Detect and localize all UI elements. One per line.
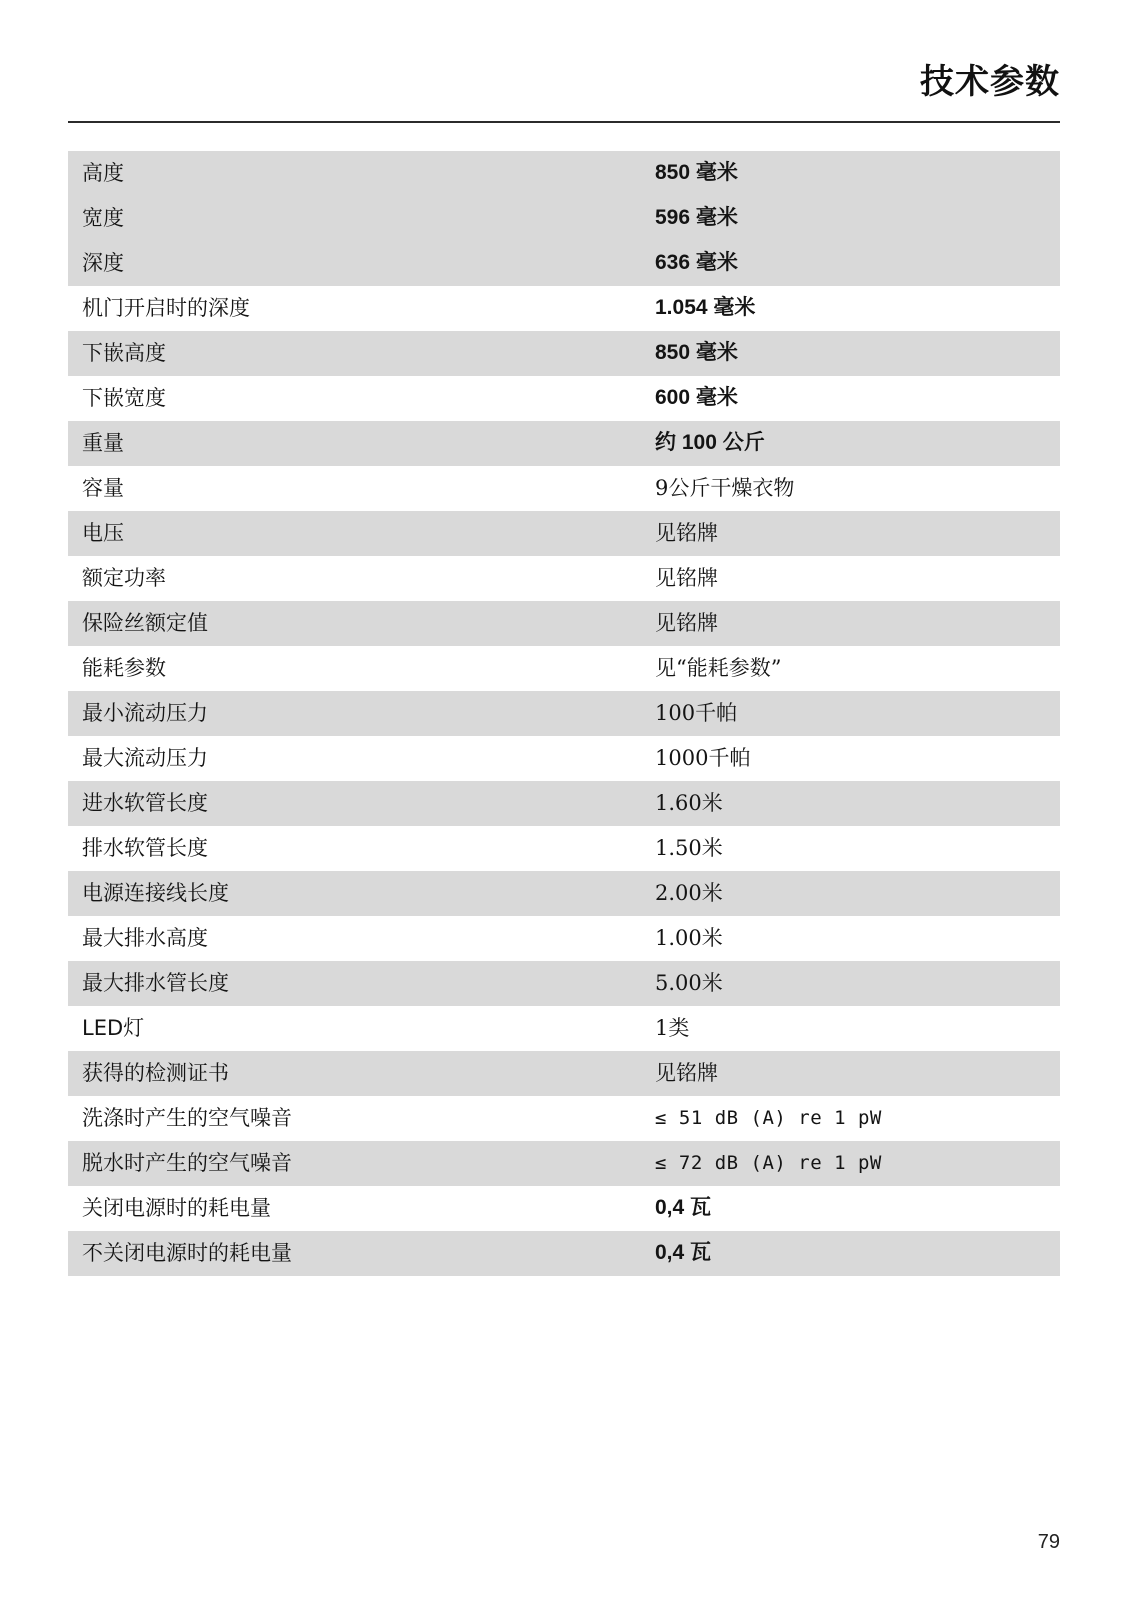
spec-label: 电压 bbox=[68, 511, 641, 556]
spec-value: 1000千帕 bbox=[641, 736, 1060, 781]
table-row bbox=[68, 601, 1060, 646]
table-row bbox=[68, 376, 1060, 421]
spec-value: 600 毫米 bbox=[641, 376, 1060, 421]
spec-label: 机门开启时的深度 bbox=[68, 286, 641, 331]
page-header bbox=[68, 0, 1060, 103]
table-row bbox=[68, 556, 1060, 601]
table-row bbox=[68, 781, 1060, 826]
spec-label: 关闭电源时的耗电量 bbox=[68, 1186, 641, 1231]
spec-label: 最小流动压力 bbox=[68, 691, 641, 736]
spec-label: 下嵌宽度 bbox=[68, 376, 641, 421]
spec-value: 1.054 毫米 bbox=[641, 286, 1060, 331]
spec-value: 636 毫米 bbox=[641, 241, 1060, 286]
table-row bbox=[68, 1006, 1060, 1051]
spec-value: 850 毫米 bbox=[641, 331, 1060, 376]
spec-value: 0,4 瓦 bbox=[641, 1231, 1060, 1276]
spec-label: 进水软管长度 bbox=[68, 781, 641, 826]
table-row bbox=[68, 421, 1060, 466]
page-number: 79 bbox=[1037, 1531, 1060, 1553]
spec-label: 排水软管长度 bbox=[68, 826, 641, 871]
spec-label: 额定功率 bbox=[68, 556, 641, 601]
header-divider bbox=[68, 121, 1060, 123]
spec-value: 见铭牌 bbox=[641, 601, 1060, 646]
table-row bbox=[68, 961, 1060, 1006]
spec-label: 脱水时产生的空气噪音 bbox=[68, 1141, 641, 1186]
spec-label: 下嵌高度 bbox=[68, 331, 641, 376]
spec-value: 100千帕 bbox=[641, 691, 1060, 736]
table-row bbox=[68, 871, 1060, 916]
technical-specifications-table bbox=[68, 151, 1060, 1276]
spec-value: 9公斤干燥衣物 bbox=[641, 466, 1060, 511]
table-row bbox=[68, 916, 1060, 961]
table-row bbox=[68, 1096, 1060, 1141]
spec-label: 容量 bbox=[68, 466, 641, 511]
spec-value: 约 100 公斤 bbox=[641, 421, 1060, 466]
spec-value: ≤ 51 dB (A) re 1 pW bbox=[641, 1096, 1060, 1141]
spec-label: 电源连接线长度 bbox=[68, 871, 641, 916]
spec-value: 见铭牌 bbox=[641, 1051, 1060, 1096]
table-row bbox=[68, 691, 1060, 736]
table-row bbox=[68, 286, 1060, 331]
table-row bbox=[68, 511, 1060, 556]
spec-label: 最大排水管长度 bbox=[68, 961, 641, 1006]
spec-value: 见“能耗参数” bbox=[641, 646, 1060, 691]
table-row bbox=[68, 196, 1060, 241]
spec-value: 见铭牌 bbox=[641, 511, 1060, 556]
page-title: 技术参数 bbox=[920, 62, 1060, 102]
spec-label: 高度 bbox=[68, 151, 641, 196]
spec-value: 5.00米 bbox=[641, 961, 1060, 1006]
spec-value: ≤ 72 dB (A) re 1 pW bbox=[641, 1141, 1060, 1186]
spec-label: 宽度 bbox=[68, 196, 641, 241]
table-row bbox=[68, 646, 1060, 691]
spec-label: 能耗参数 bbox=[68, 646, 641, 691]
table-row bbox=[68, 331, 1060, 376]
spec-value: 850 毫米 bbox=[641, 151, 1060, 196]
spec-label: 重量 bbox=[68, 421, 641, 466]
spec-label: LED灯 bbox=[68, 1006, 641, 1051]
table-row bbox=[68, 1051, 1060, 1096]
spec-value: 1.00米 bbox=[641, 916, 1060, 961]
spec-value: 1类 bbox=[641, 1006, 1060, 1051]
spec-label: 最大流动压力 bbox=[68, 736, 641, 781]
table-body bbox=[68, 151, 1060, 1276]
table-row bbox=[68, 1141, 1060, 1186]
spec-label: 获得的检测证书 bbox=[68, 1051, 641, 1096]
spec-value: 1.60米 bbox=[641, 781, 1060, 826]
table-row bbox=[68, 826, 1060, 871]
spec-label: 最大排水高度 bbox=[68, 916, 641, 961]
spec-value: 见铭牌 bbox=[641, 556, 1060, 601]
table-row bbox=[68, 1231, 1060, 1276]
spec-label: 不关闭电源时的耗电量 bbox=[68, 1231, 641, 1276]
spec-value: 0,4 瓦 bbox=[641, 1186, 1060, 1231]
spec-label: 洗涤时产生的空气噪音 bbox=[68, 1096, 641, 1141]
table-row bbox=[68, 466, 1060, 511]
spec-value: 2.00米 bbox=[641, 871, 1060, 916]
table-row bbox=[68, 241, 1060, 286]
table-row bbox=[68, 736, 1060, 781]
spec-value: 1.50米 bbox=[641, 826, 1060, 871]
spec-label: 保险丝额定值 bbox=[68, 601, 641, 646]
spec-value: 596 毫米 bbox=[641, 196, 1060, 241]
table-row bbox=[68, 1186, 1060, 1231]
table-row bbox=[68, 151, 1060, 196]
spec-label: 深度 bbox=[68, 241, 641, 286]
